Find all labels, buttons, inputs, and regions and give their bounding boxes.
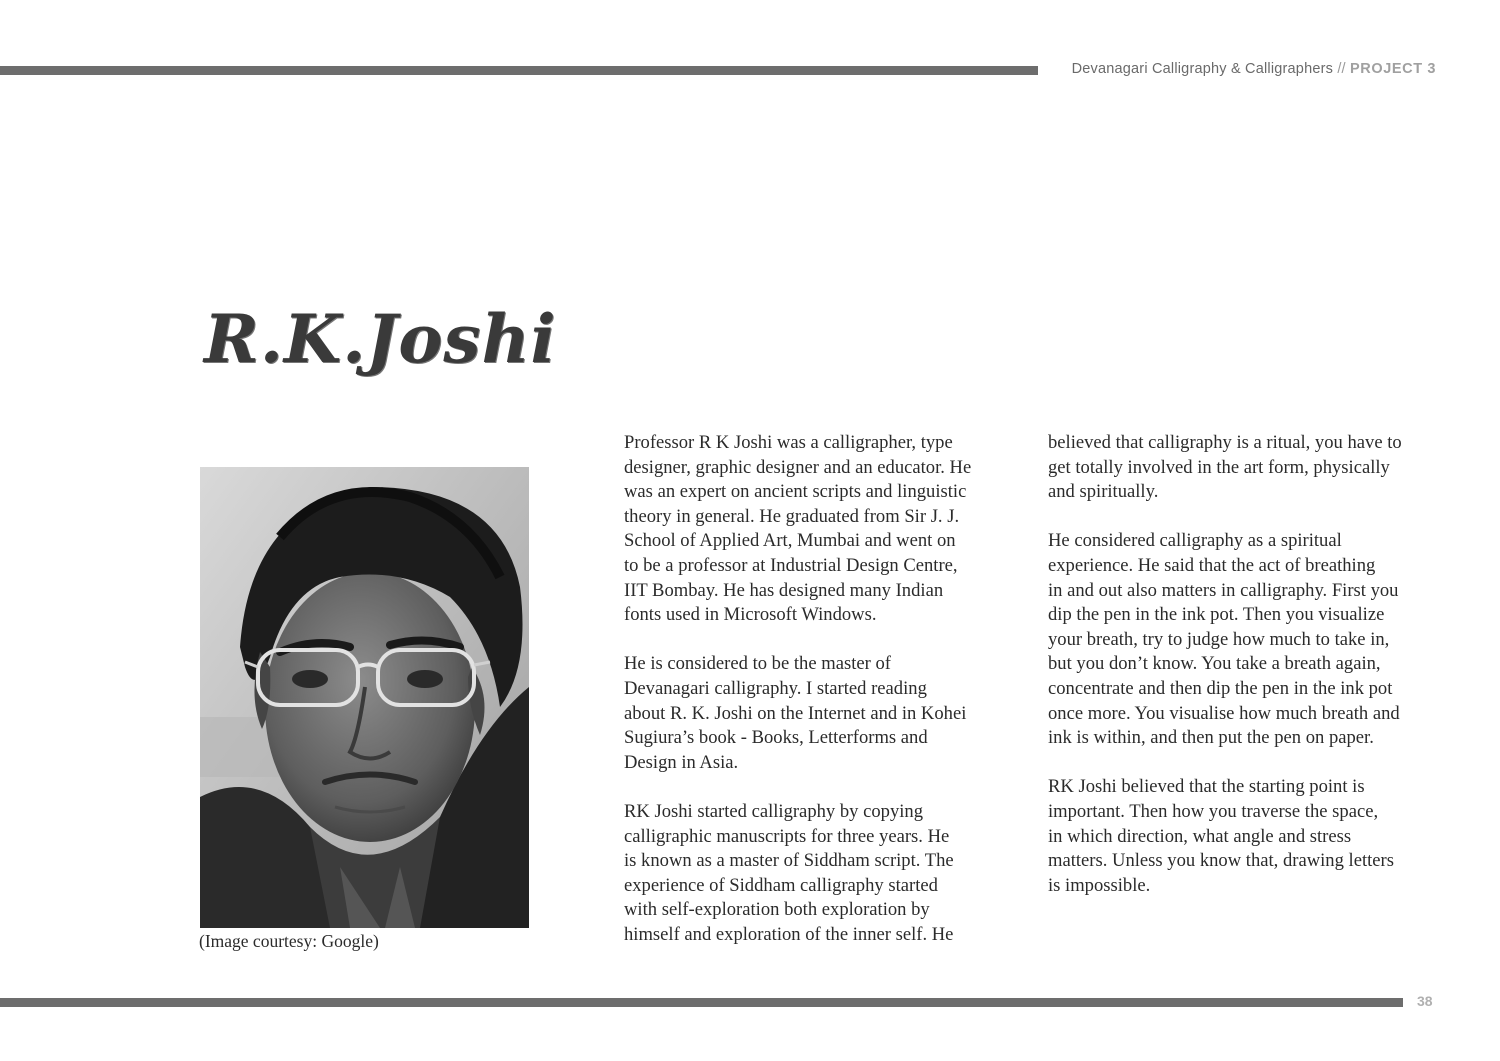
text-column-right — [1048, 431, 1448, 923]
top-rule — [0, 66, 1038, 75]
page-title: R.K.Joshi — [204, 300, 557, 378]
header-separator: // — [1337, 61, 1346, 77]
text-column-left — [624, 431, 1024, 972]
paragraph: He considered calligraphy as a spiritual experience. He said that the act of breathing in and out also matters in calligraphy. First you dip the pen in the ink pot. Then you visualize your breath, try to judge how much to take in, but you don’t know. You take a breath again, concentrate and then dip the pen in the ink pot once more. You visualise how much breath and ink is within, and then put the pen on paper. — [1048, 530, 1400, 749]
page-number: 38 — [1417, 993, 1433, 1009]
portrait-photo — [200, 467, 529, 928]
paragraph: Professor R K Joshi was a calligrapher, type designer, graphic designer and an educator. He was an expert on ancient scripts and linguistic theory in general. He graduated from Sir J. J. School of Applied Art, Mumbai and went on to be a professor at Industrial Design Centre, IIT Bombay. He has designed many Indian fonts used in Microsoft Windows. — [624, 432, 972, 626]
running-title: Devanagari Calligraphy & Calligraphers — [1071, 61, 1334, 77]
paragraph: He is considered to be the master of Devanagari calligraphy. I started reading about R. K. Joshi on the Internet and in Kohei Sugiura’s book - Books, Letterforms and Design in Asia. — [624, 653, 967, 773]
project-label: PROJECT 3 — [1350, 61, 1436, 77]
paragraph: RK Joshi started calligraphy by copying calligraphic manuscripts for three years. He is known as a master of Siddham script. The experience of Siddham calligraphy started with self-exploration both exploration by himself and exploration of the inner self. He — [624, 800, 954, 945]
paragraph: RK Joshi believed that the starting point is important. Then how you traverse the space, in which direction, what angle and stress matters. Unless you know that, drawing letters is impossible. — [1048, 776, 1394, 896]
running-header — [1072, 61, 1436, 77]
bottom-rule — [0, 998, 1403, 1007]
paragraph: believed that calligraphy is a ritual, you have to get totally involved in the art form, physically and spiritually. — [1048, 432, 1402, 503]
photo-caption: (Image courtesy: Google) — [199, 931, 379, 951]
